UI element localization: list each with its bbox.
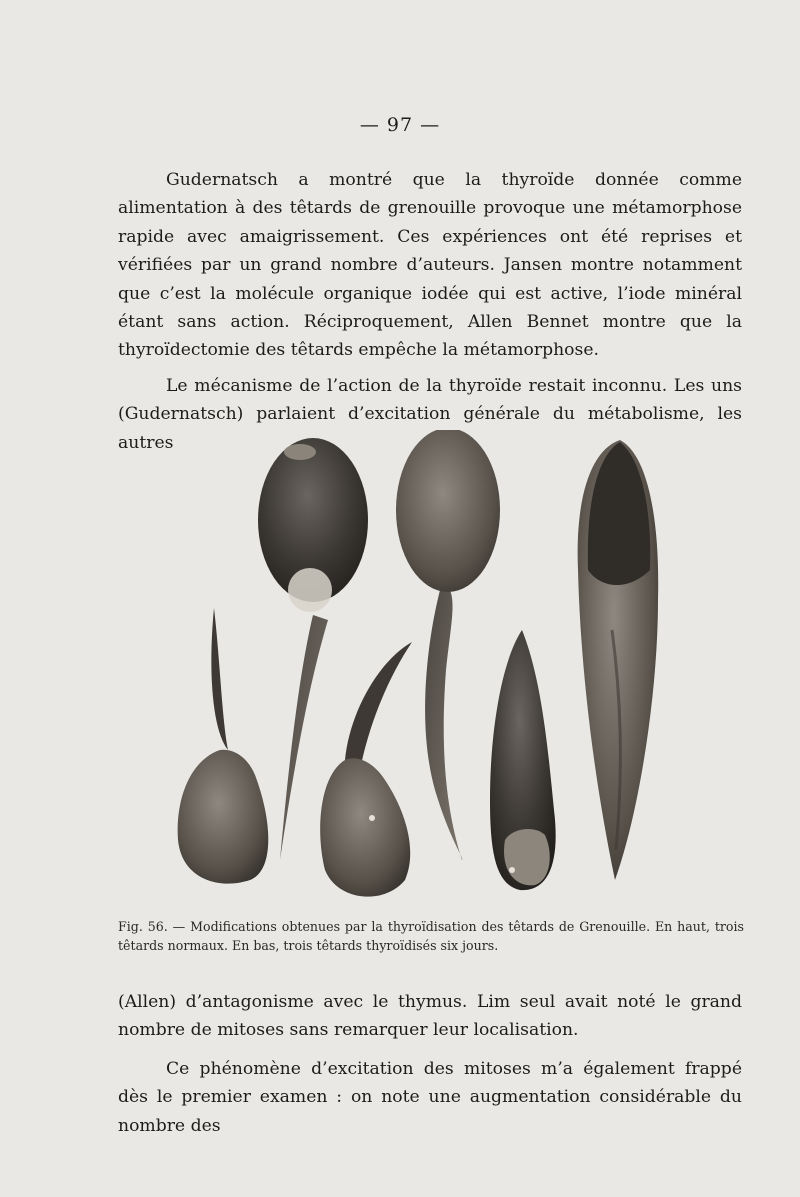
thyroidized-tadpole-1 — [178, 608, 269, 884]
figure-caption: Fig. 56. — Modifications obtenues par la thyroïdisation des têtards de Grenouille. En haut, trois têtards normaux. En bas, trois têtards thyroïdisés six jours. — [118, 919, 744, 953]
thyroidized-tadpole-2 — [320, 642, 412, 897]
paragraph-gudernatsch: Gudernatsch a montré que la thyroïde donnée comme alimentation à des têtards de grenouille provoque une métamorphose rapide avec amaigrissement. Ces expériences ont été reprises et vérifiées par un grand nombre d’auteurs. Jansen montre notamment que c’est la molécule organique iodée qui est active, l’iode minéral étant sans action. Réciproquement, Allen Bennet montre que la thyroïdectomie des têtards empêche la métamorphose. — [118, 170, 742, 361]
normal-tadpole-2 — [396, 430, 500, 860]
thyroidized-tadpole-3 — [490, 630, 556, 890]
paragraph-allen: (Allen) d’antagonisme avec le thymus. Lim seul avait noté le grand nombre de mitoses sans remarquer leur localisation. — [118, 992, 742, 1041]
paragraph-mecanisme: Le mécanisme de l’action de la thyroïde restait inconnu. Les uns (Gudernatsch) parlaient d’excitation générale du métabolisme, les autres — [118, 376, 742, 453]
page-number: — 97 — — [359, 114, 441, 136]
normal-tadpole-3 — [578, 440, 659, 880]
paragraph-phenomene: Ce phénomène d’excitation des mitoses m’a également frappé dès le premier examen : on note une augmentation considérable du nombre des — [118, 1059, 742, 1136]
tadpole-figure — [150, 430, 690, 910]
